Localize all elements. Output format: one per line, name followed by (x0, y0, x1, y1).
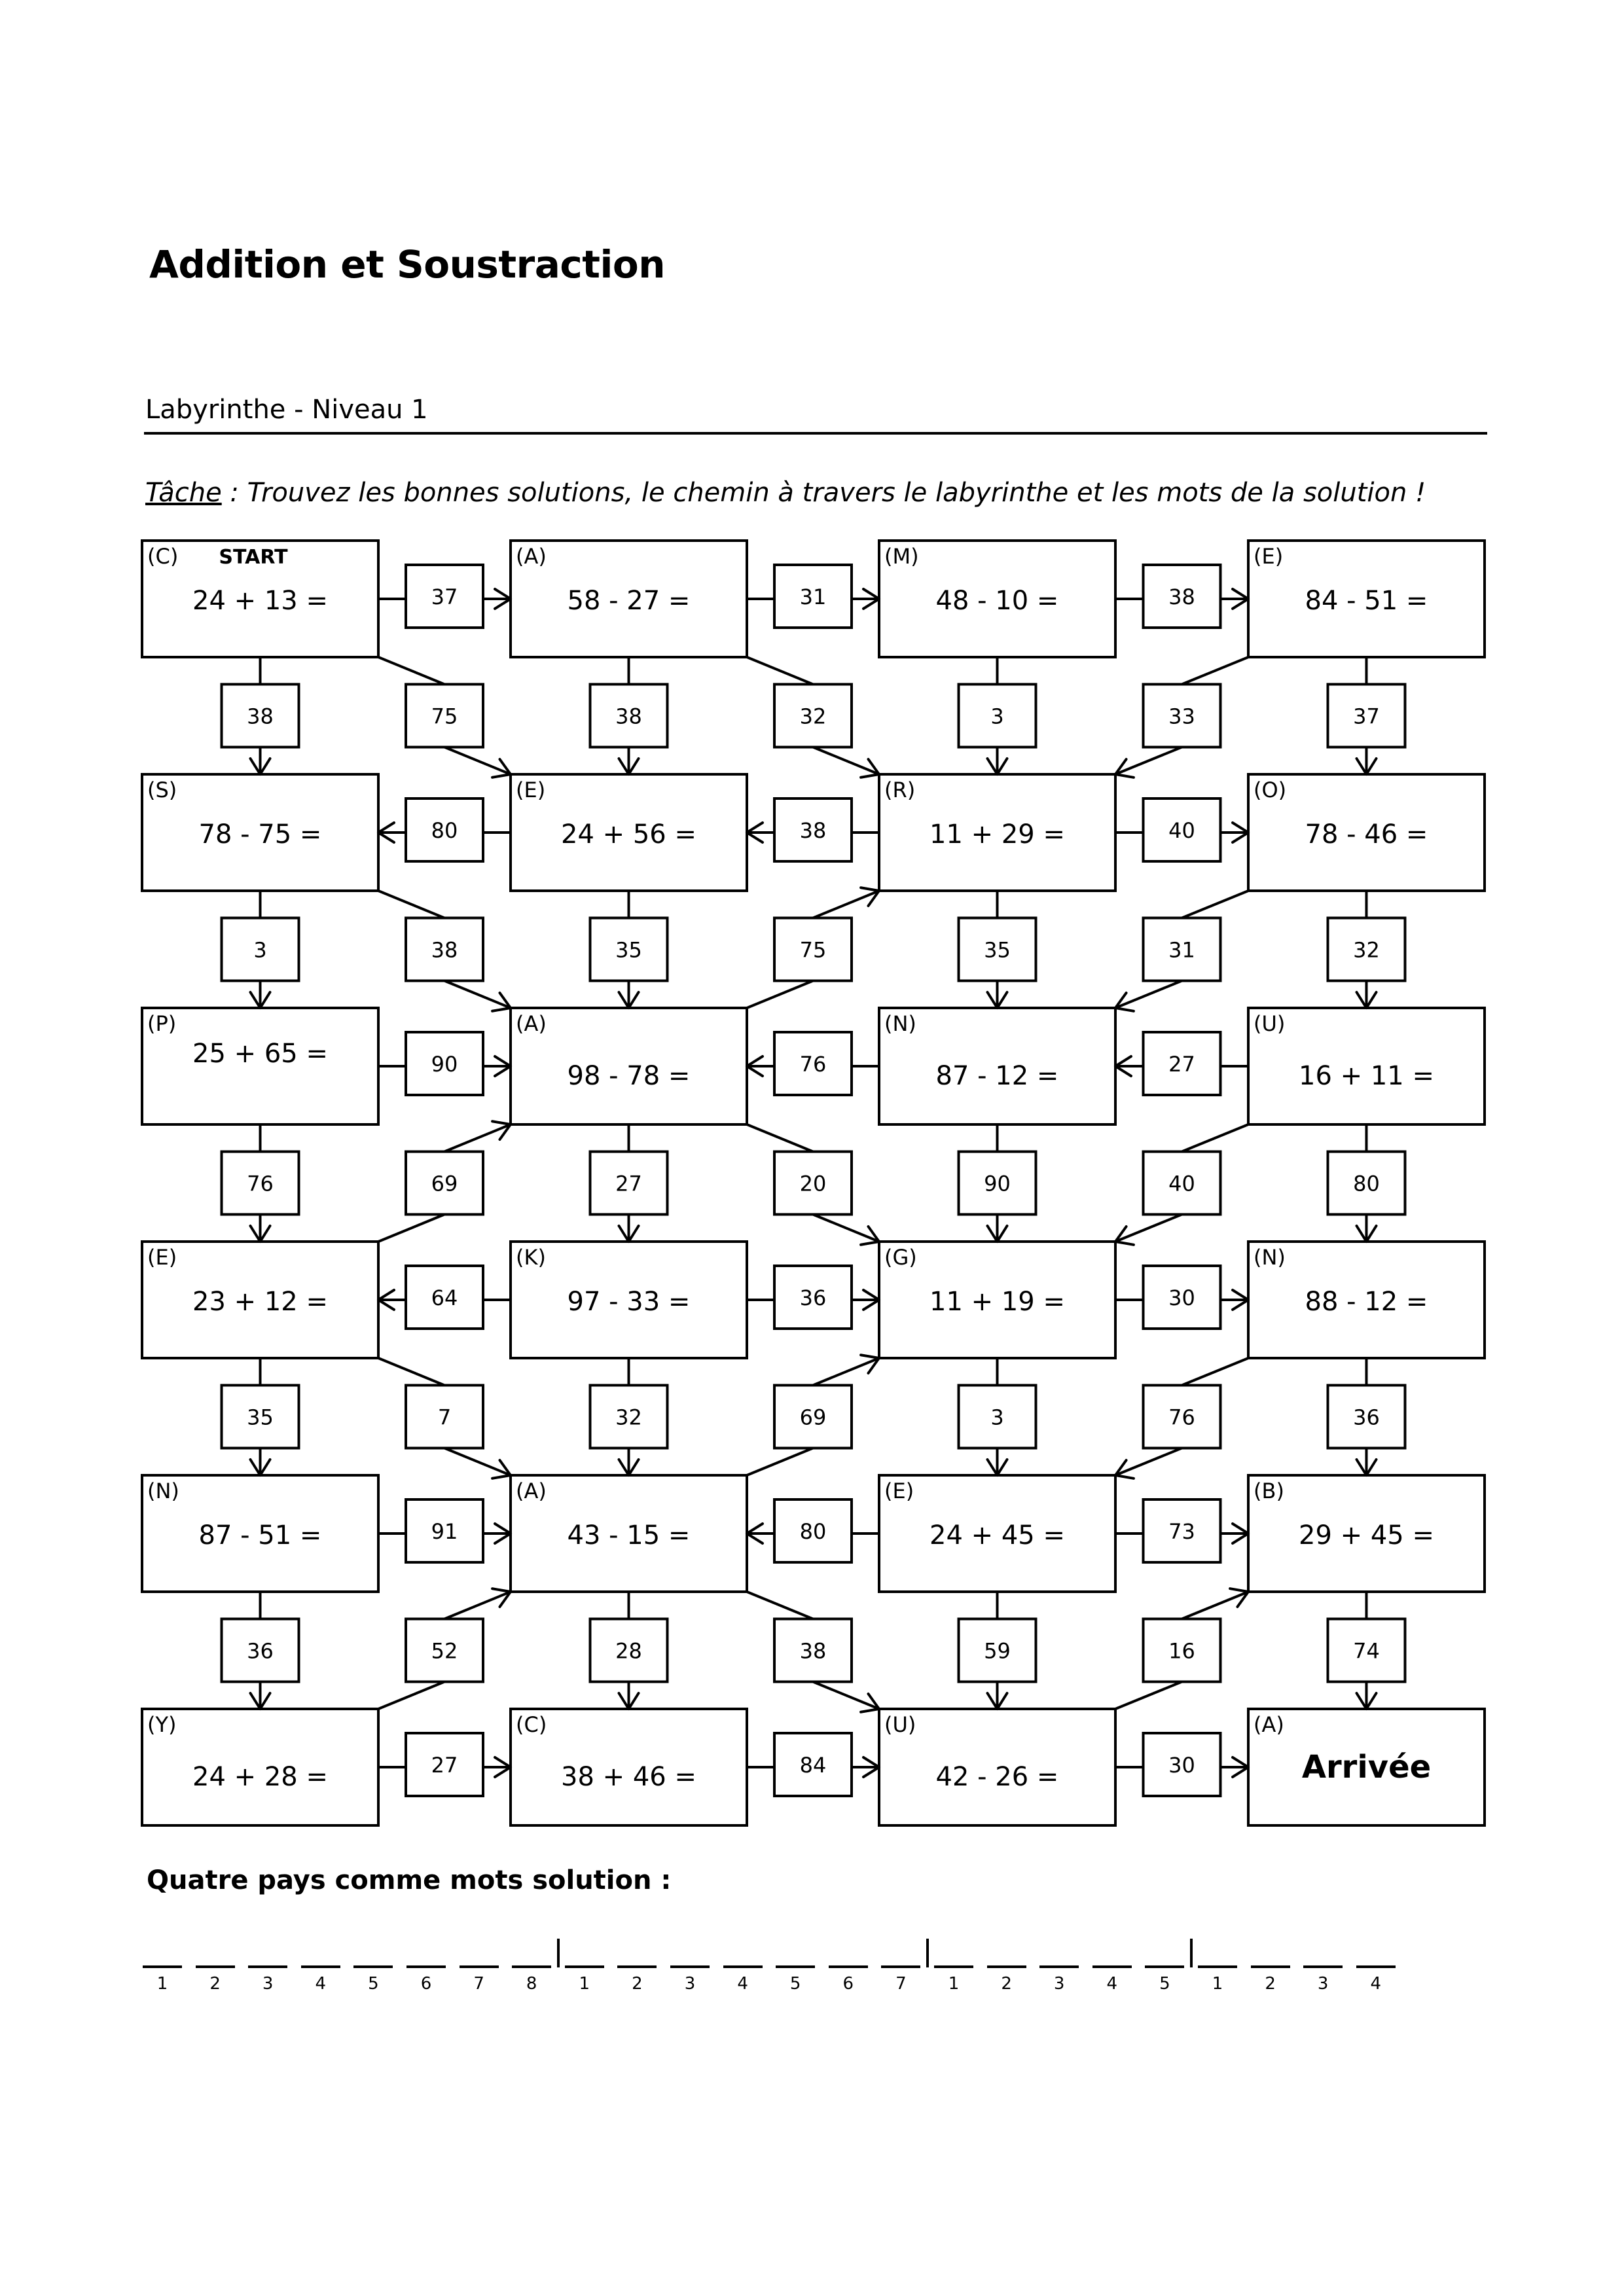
room-letter: (U) (1254, 1011, 1286, 1036)
room-letter: (N) (1254, 1245, 1286, 1270)
task-label: Tâche (145, 478, 222, 508)
room-letter: (S) (147, 778, 177, 802)
room-letter: (M) (884, 544, 919, 569)
path-answer-value: 38 (615, 704, 642, 729)
letter-blank[interactable] (987, 1965, 1026, 1968)
diagonal-connector (378, 1358, 444, 1386)
path-answer-value: 28 (615, 1638, 642, 1664)
path-answer-value: 35 (615, 937, 642, 963)
room-expression: 88 - 12 = (1305, 1287, 1428, 1317)
letter-blank[interactable] (776, 1965, 815, 1968)
page-subtitle: Labyrinthe - Niveau 1 (145, 395, 428, 425)
path-answer-value: 40 (1168, 818, 1195, 843)
path-answer-value: 75 (799, 937, 827, 963)
path-answer-value: 35 (247, 1405, 274, 1430)
arrow-head (378, 833, 394, 842)
arrow-head (629, 1460, 639, 1475)
path-answer-value: 36 (799, 1285, 827, 1310)
letter-blank[interactable] (1356, 1965, 1396, 1968)
room-expression: 11 + 19 = (929, 1287, 1065, 1317)
letter-position: 1 (579, 1974, 590, 1994)
room-expression: 25 + 65 = (192, 1039, 328, 1069)
arrow-head (863, 1767, 879, 1777)
room-expression: 29 + 45 = (1299, 1520, 1434, 1551)
arrow-head (988, 1693, 998, 1709)
arrow-head (861, 1242, 879, 1245)
letter-position: 8 (526, 1974, 537, 1994)
path-answer-value: 3 (990, 704, 1004, 729)
letter-blank[interactable] (1145, 1965, 1184, 1968)
room-expression: 98 - 78 = (567, 1061, 691, 1091)
arrow-head (861, 1709, 879, 1712)
arrow-head (1115, 1008, 1134, 1011)
arrow-head (629, 1226, 639, 1242)
arrow-head (629, 992, 639, 1008)
path-answer-value: 76 (1168, 1405, 1195, 1430)
path-answer-value: 16 (1168, 1638, 1195, 1664)
path-answer-value: 20 (799, 1171, 827, 1196)
arrow-head (1357, 1226, 1367, 1242)
path-answer-value: 27 (615, 1171, 642, 1196)
arrow-head (619, 1226, 629, 1242)
path-answer-value: 38 (431, 937, 458, 963)
room-letter: (E) (884, 1479, 914, 1503)
room-letter: (A) (516, 544, 547, 569)
path-answer-value: 30 (1168, 1753, 1195, 1778)
arrow-head (492, 1008, 511, 1011)
room-letter: (A) (1254, 1712, 1284, 1737)
letter-position: 3 (684, 1974, 696, 1994)
arrow-head (1115, 1242, 1134, 1245)
letter-blank[interactable] (670, 1965, 710, 1968)
arrow-head (998, 992, 1007, 1008)
arrow-head (1367, 1693, 1377, 1709)
arrow-head (492, 1475, 511, 1479)
letter-blank[interactable] (301, 1965, 340, 1968)
arrow-head (1357, 1693, 1367, 1709)
path-answer-value: 74 (1353, 1638, 1380, 1664)
arrow-head (1233, 1767, 1248, 1777)
arrow-head (1357, 1460, 1367, 1475)
room-letter: (P) (147, 1011, 177, 1036)
letter-position: 3 (1317, 1974, 1329, 1994)
path-answer-value: 80 (431, 818, 458, 843)
letter-position: 4 (1370, 1974, 1382, 1994)
diagonal-connector (1182, 657, 1249, 685)
arrow-head (251, 992, 261, 1008)
arrow-head (988, 992, 998, 1008)
arrow-head (747, 833, 763, 842)
arrow-head (998, 759, 1007, 774)
path-answer-value: 64 (431, 1285, 458, 1310)
arrow-head (1233, 589, 1248, 599)
letter-blank[interactable] (460, 1965, 499, 1968)
letter-blank[interactable] (934, 1965, 973, 1968)
arrow-head (1367, 759, 1377, 774)
room-letter: (G) (884, 1245, 917, 1270)
path-answer-value: 38 (799, 1638, 827, 1664)
path-answer-value: 3 (253, 937, 267, 963)
room-expression: 11 + 29 = (929, 819, 1065, 850)
path-answer-value: 80 (1353, 1171, 1380, 1196)
start-label: START (219, 546, 288, 569)
room-expression: 58 - 27 = (567, 586, 691, 616)
arrow-head (861, 888, 879, 891)
letter-blank[interactable] (248, 1965, 287, 1968)
letter-position: 7 (895, 1974, 907, 1994)
arrow-head (747, 1066, 763, 1076)
room-expression: 97 - 33 = (567, 1287, 691, 1317)
path-answer-value: 38 (1168, 584, 1195, 609)
arrow-head (863, 1300, 879, 1310)
word-separator (926, 1939, 929, 1967)
arrow-head (495, 1757, 511, 1767)
letter-blank[interactable] (565, 1965, 604, 1968)
arrow-head (495, 1534, 511, 1543)
arrow-head (861, 1355, 879, 1358)
arrow-head (1233, 823, 1248, 833)
letter-blank[interactable] (1251, 1965, 1290, 1968)
room-letter: (E) (1254, 544, 1284, 569)
arrow-head (495, 1056, 511, 1066)
room-expression: 38 + 46 = (561, 1762, 696, 1792)
room-expression: 78 - 46 = (1305, 819, 1428, 850)
path-answer-value: 38 (247, 704, 274, 729)
path-answer-value: 84 (799, 1753, 827, 1778)
arrow-head (863, 599, 879, 609)
arrow-head (378, 1290, 394, 1300)
path-answer-value: 7 (437, 1405, 452, 1430)
letter-position: 5 (789, 1974, 801, 1994)
room-letter: (N) (884, 1011, 916, 1036)
diagonal-connector (747, 657, 813, 685)
room-letter: (O) (1254, 778, 1287, 802)
arrow-head (619, 992, 629, 1008)
room-expression: 42 - 26 = (935, 1762, 1059, 1792)
arrow-head (1367, 992, 1377, 1008)
letter-position: 3 (262, 1974, 274, 1994)
arrow-head (261, 1460, 270, 1475)
diagonal-connector (1182, 1124, 1249, 1152)
arrow-head (988, 1226, 998, 1242)
diagonal-connector (747, 1124, 813, 1152)
room-expression: 24 + 28 = (192, 1762, 328, 1792)
arrow-head (261, 992, 270, 1008)
room-expression: 43 - 15 = (567, 1520, 691, 1551)
letter-blank[interactable] (723, 1965, 763, 1968)
arrow-head (1233, 599, 1248, 609)
arrow-head (629, 759, 639, 774)
path-answer-value: 27 (1168, 1052, 1195, 1077)
room-letter: (A) (516, 1011, 547, 1036)
arrow-head (495, 599, 511, 609)
room-expression: 23 + 12 = (192, 1287, 328, 1317)
letter-position: 1 (1212, 1974, 1223, 1994)
arrow-head (1367, 1460, 1377, 1475)
letter-blank[interactable] (1198, 1965, 1237, 1968)
letter-blank[interactable] (143, 1965, 182, 1968)
arrow-head (492, 774, 511, 778)
arrow-head (863, 589, 879, 599)
room-expression: 24 + 56 = (561, 819, 696, 850)
diagonal-connector (747, 1592, 813, 1619)
path-answer-value: 36 (247, 1638, 274, 1664)
room-letter: (U) (884, 1712, 916, 1737)
letter-position: 2 (209, 1974, 221, 1994)
finish-label: Arrivée (1301, 1749, 1432, 1785)
room-expression: 48 - 10 = (935, 586, 1059, 616)
arrow-head (747, 1534, 763, 1543)
path-answer-value: 90 (984, 1171, 1011, 1196)
path-answer-value: 38 (799, 818, 827, 843)
letter-position: 4 (1106, 1974, 1118, 1994)
letter-position: 7 (473, 1974, 484, 1994)
arrow-head (1357, 992, 1367, 1008)
letter-blank[interactable] (406, 1965, 446, 1968)
path-answer-value: 37 (431, 584, 458, 609)
room-expression: 16 + 11 = (1299, 1061, 1434, 1091)
path-answer-value: 30 (1168, 1285, 1195, 1310)
arrow-head (1233, 1290, 1248, 1300)
path-answer-value: 31 (1168, 937, 1195, 963)
letter-position: 5 (368, 1974, 379, 1994)
letter-position: 6 (842, 1974, 854, 1994)
arrow-head (747, 1524, 763, 1534)
path-answer-value: 33 (1168, 704, 1195, 729)
room-expression: 24 + 13 = (192, 586, 328, 616)
diagonal-connector (747, 981, 813, 1009)
path-answer-value: 75 (431, 704, 458, 729)
diagonal-connector (378, 1215, 444, 1242)
letter-blank[interactable] (353, 1965, 393, 1968)
letter-position: 1 (948, 1974, 960, 1994)
letter-position: 5 (1159, 1974, 1170, 1994)
arrow-head (1233, 1300, 1248, 1310)
path-answer-value: 32 (1353, 937, 1380, 963)
path-answer-value: 73 (1168, 1519, 1195, 1544)
room-letter: (C) (147, 544, 179, 569)
path-answer-value: 32 (615, 1405, 642, 1430)
letter-position: 4 (737, 1974, 748, 1994)
letter-blank[interactable] (1303, 1965, 1343, 1968)
arrow-head (1115, 1475, 1134, 1479)
arrow-head (1233, 833, 1248, 842)
arrow-head (251, 759, 261, 774)
path-answer-value: 80 (799, 1519, 827, 1544)
arrow-head (1357, 759, 1367, 774)
room-expression: 84 - 51 = (1305, 586, 1428, 616)
room-expression: 87 - 51 = (198, 1520, 322, 1551)
letter-blank[interactable] (617, 1965, 657, 1968)
path-answer-value: 90 (431, 1052, 458, 1077)
arrow-head (251, 1460, 261, 1475)
arrow-head (1367, 1226, 1377, 1242)
word-separator (1190, 1939, 1193, 1967)
arrow-head (1233, 1757, 1248, 1767)
arrow-head (998, 1693, 1007, 1709)
room-letter: (B) (1254, 1479, 1284, 1503)
arrow-head (1230, 1588, 1248, 1592)
page-title: Addition et Soustraction (149, 242, 666, 287)
room-expression: 78 - 75 = (198, 819, 322, 850)
diagonal-connector (378, 1682, 444, 1710)
path-answer-value: 27 (431, 1753, 458, 1778)
arrow-head (988, 759, 998, 774)
path-answer-value: 76 (799, 1052, 827, 1077)
letter-position: 4 (315, 1974, 327, 1994)
path-answer-value: 59 (984, 1638, 1011, 1664)
arrow-head (619, 759, 629, 774)
diagonal-connector (1182, 891, 1249, 918)
path-answer-value: 69 (799, 1405, 827, 1430)
arrow-head (988, 1460, 998, 1475)
arrow-head (495, 589, 511, 599)
arrow-head (251, 1226, 261, 1242)
room-letter: (E) (147, 1245, 177, 1270)
arrow-head (863, 1757, 879, 1767)
path-answer-value: 35 (984, 937, 1011, 963)
diagonal-connector (1115, 1682, 1182, 1710)
task-text: : Trouvez les bonnes solutions, le chemin à travers le labyrinthe et les mots de la solution ! (221, 478, 1426, 508)
diagonal-connector (378, 657, 444, 685)
path-answer-value: 91 (431, 1519, 458, 1544)
path-answer-value: 69 (431, 1171, 458, 1196)
letter-position: 2 (1001, 1974, 1012, 1994)
path-answer-value: 32 (799, 704, 827, 729)
letter-blank[interactable] (1039, 1965, 1079, 1968)
path-answer-value: 37 (1353, 704, 1380, 729)
solution-heading: Quatre pays comme mots solution : (147, 1865, 672, 1895)
arrow-head (861, 774, 879, 778)
arrow-head (251, 1693, 261, 1709)
arrow-head (1233, 1524, 1248, 1534)
diagonal-connector (378, 891, 444, 918)
room-letter: (K) (516, 1245, 546, 1270)
path-answer-value: 3 (990, 1405, 1004, 1430)
letter-blank[interactable] (196, 1965, 235, 1968)
room-letter: (A) (516, 1479, 547, 1503)
arrow-head (378, 1300, 394, 1310)
path-answer-value: 76 (247, 1171, 274, 1196)
room-expression: 24 + 45 = (929, 1520, 1065, 1551)
arrow-head (378, 823, 394, 833)
room-letter: (Y) (147, 1712, 177, 1737)
arrow-head (629, 1693, 639, 1709)
letter-blank[interactable] (881, 1965, 920, 1968)
letter-position: 2 (632, 1974, 643, 1994)
arrow-head (998, 1226, 1007, 1242)
letter-position: 6 (420, 1974, 432, 1994)
arrow-head (492, 1121, 511, 1124)
arrow-head (495, 1066, 511, 1076)
path-answer-value: 52 (431, 1638, 458, 1664)
room-letter: (E) (516, 778, 546, 802)
arrow-head (261, 1226, 270, 1242)
arrow-head (747, 823, 763, 833)
letter-blank[interactable] (829, 1965, 868, 1968)
arrow-head (261, 759, 270, 774)
letter-blank[interactable] (512, 1965, 551, 1968)
word-separator (557, 1939, 560, 1967)
room-expression: 87 - 12 = (935, 1061, 1059, 1091)
arrow-head (619, 1460, 629, 1475)
arrow-head (619, 1693, 629, 1709)
arrow-head (261, 1693, 270, 1709)
path-answer-value: 36 (1353, 1405, 1380, 1430)
room-letter: (R) (884, 778, 916, 802)
arrow-head (492, 1588, 511, 1592)
letter-position: 3 (1053, 1974, 1065, 1994)
path-answer-value: 40 (1168, 1171, 1195, 1196)
path-answer-value: 31 (799, 584, 827, 609)
letter-position: 1 (156, 1974, 168, 1994)
arrow-head (495, 1767, 511, 1777)
diagonal-connector (747, 1448, 813, 1476)
room-letter: (N) (147, 1479, 179, 1503)
letter-blank[interactable] (1092, 1965, 1132, 1968)
arrow-head (1115, 1066, 1131, 1076)
diagonal-connector (1182, 1358, 1249, 1386)
arrow-head (1233, 1534, 1248, 1543)
arrow-head (998, 1460, 1007, 1475)
letter-position: 2 (1265, 1974, 1276, 1994)
arrow-head (1115, 1056, 1131, 1066)
arrow-head (495, 1524, 511, 1534)
arrow-head (747, 1056, 763, 1066)
arrow-head (863, 1290, 879, 1300)
room-letter: (C) (516, 1712, 547, 1737)
arrow-head (1115, 774, 1134, 778)
